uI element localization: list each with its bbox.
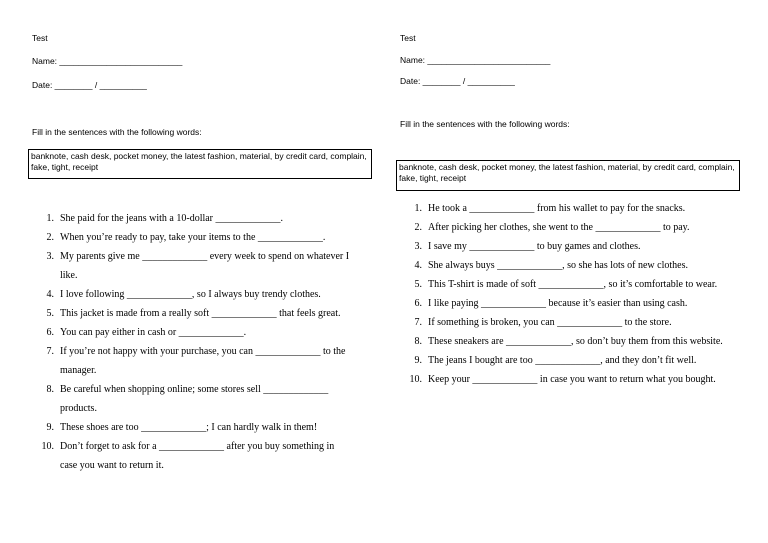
question-number: 3. <box>46 251 54 262</box>
word-bank-box: banknote, cash desk, pocket money, the latest fashion, material, by credit card, complain, fake, tight, receipt <box>396 160 740 191</box>
question-item <box>394 199 734 218</box>
question-text: I like paying _____________ because it’s easier than using cash. <box>428 298 688 309</box>
question-number: 4. <box>46 289 54 300</box>
name-field-line: Name: __________________________ <box>32 56 183 66</box>
question-text: She paid for the jeans with a 10-dollar _____________. <box>60 213 284 224</box>
word-bank-box: banknote, cash desk, pocket money, the latest fashion, material, by credit card, complain, fake, tight, receipt <box>28 149 372 179</box>
name-field-line: Name: __________________________ <box>400 55 551 65</box>
question-item <box>26 437 350 475</box>
question-text: Keep your _____________ in case you want to return what you bought. <box>428 374 716 385</box>
question-item <box>26 342 350 380</box>
question-text: This jacket is made from a really soft _____________ that feels great. <box>60 308 341 319</box>
question-text: After picking her clothes, she went to the _____________ to pay. <box>428 222 690 233</box>
question-number: 9. <box>414 355 422 366</box>
question-item <box>394 313 734 332</box>
question-item <box>26 323 350 342</box>
question-number: 2. <box>414 222 422 233</box>
question-item <box>26 380 350 418</box>
question-item <box>394 370 734 389</box>
question-text: These shoes are too _____________; I can hardly walk in them! <box>60 422 318 433</box>
question-text: The jeans I bought are too _____________, and they don’t fit well. <box>428 355 697 366</box>
question-number: 8. <box>414 336 422 347</box>
question-text: This T-shirt is made of soft _____________, so it’s comfortable to wear. <box>428 279 718 290</box>
test-title: Test <box>400 33 416 43</box>
question-number: 10. <box>409 374 422 385</box>
question-number: 1. <box>46 213 54 224</box>
question-item <box>26 304 350 323</box>
question-item <box>394 332 734 351</box>
question-text: Don’t forget to ask for a _____________ after you buy something in case you want to return it. <box>60 441 335 471</box>
question-item <box>394 351 734 370</box>
question-text: Be careful when shopping online; some stores sell _____________ products. <box>60 384 329 414</box>
question-text: He took a _____________ from his wallet to pay for the snacks. <box>428 203 686 214</box>
question-item <box>26 285 350 304</box>
question-item <box>394 294 734 313</box>
question-item <box>26 228 350 247</box>
question-number: 7. <box>414 317 422 328</box>
question-text: You can pay either in cash or _____________. <box>60 327 247 338</box>
worksheet-left <box>0 0 367 543</box>
question-number: 4. <box>414 260 422 271</box>
date-field-line: Date: ________ / __________ <box>400 76 515 86</box>
question-number: 5. <box>414 279 422 290</box>
question-item <box>394 256 734 275</box>
question-item <box>26 247 350 285</box>
test-title: Test <box>32 33 48 43</box>
question-item <box>26 418 350 437</box>
question-text: If you’re not happy with your purchase, you can _____________ to the manager. <box>60 346 346 376</box>
question-number: 1. <box>414 203 422 214</box>
question-number: 6. <box>414 298 422 309</box>
question-item <box>394 218 734 237</box>
question-number: 9. <box>46 422 54 433</box>
question-number: 6. <box>46 327 54 338</box>
question-item <box>394 275 734 294</box>
question-number: 3. <box>414 241 422 252</box>
question-list <box>26 209 350 475</box>
question-text: My parents give me _____________ every week to spend on whatever I like. <box>60 251 350 281</box>
question-number: 8. <box>46 384 54 395</box>
instruction-text: Fill in the sentences with the following words: <box>400 119 570 129</box>
worksheet-right <box>368 0 735 543</box>
question-text: She always buys _____________, so she has lots of new clothes. <box>428 260 688 271</box>
question-text: These sneakers are _____________, so don’t buy them from this website. <box>428 336 723 347</box>
date-field-line: Date: ________ / __________ <box>32 80 147 90</box>
question-number: 10. <box>41 441 54 452</box>
question-list <box>394 199 734 389</box>
question-number: 2. <box>46 232 54 243</box>
instruction-text: Fill in the sentences with the following words: <box>32 127 202 137</box>
question-item <box>394 237 734 256</box>
question-number: 5. <box>46 308 54 319</box>
question-number: 7. <box>46 346 54 357</box>
question-item <box>26 209 350 228</box>
question-text: I love following _____________, so I always buy trendy clothes. <box>60 289 321 300</box>
question-text: If something is broken, you can _____________ to the store. <box>428 317 672 328</box>
question-text: When you’re ready to pay, take your items to the _____________. <box>60 232 326 243</box>
question-text: I save my _____________ to buy games and clothes. <box>428 241 641 252</box>
